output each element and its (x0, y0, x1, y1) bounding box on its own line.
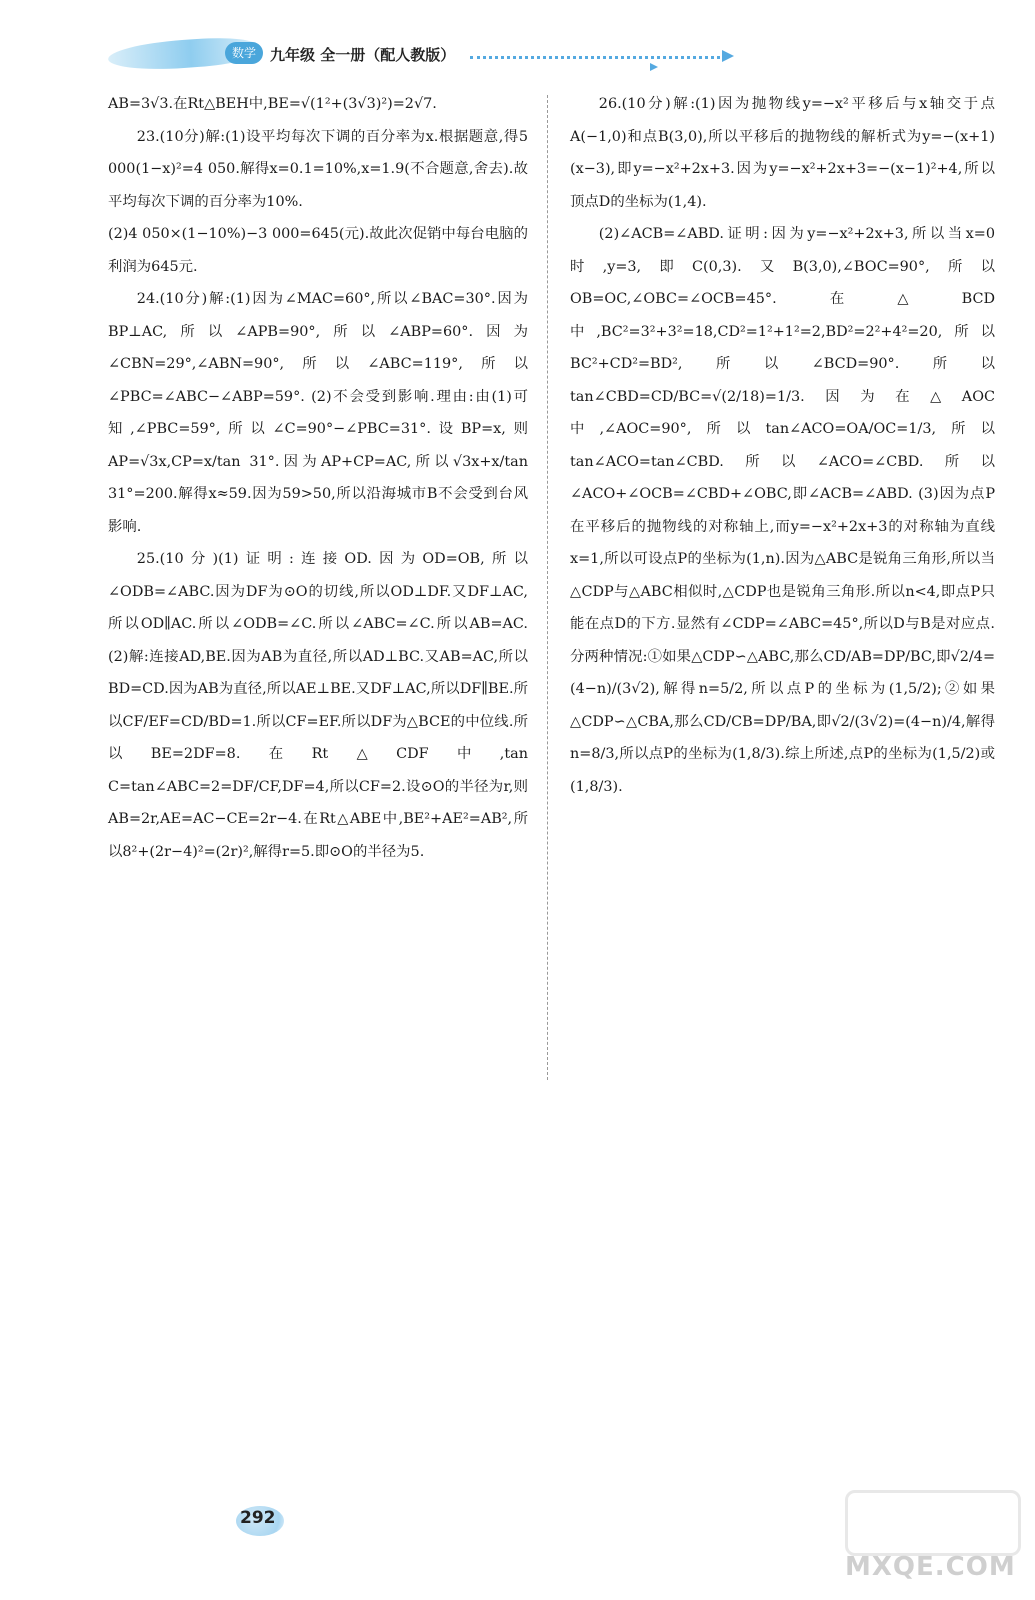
answer-25: 25.(10分)(1)证明:连接OD.因为OD=OB,所以∠ODB=∠ABC.因为DF为⊙O的切线,所以OD⊥DF.又DF⊥AC,所以OD∥AC.所以∠ODB=∠C.所以∠ABC=∠C.所以AB=AC. (2)解:连接AD,BE.因为AB为直径,所以AD⊥BC.又AB=AC,所以BD=CD.因为AB为直径,所以AE⊥BE.又DF⊥AC,所以DF∥BE.所以CF/EF=CD/BD=1.所以CF=EF.所以DF为△BCE的中位线.所以BE=2DF=8.在Rt△CDF中,tan C=tan∠ABC=2=DF/CF,DF=4,所以CF=2.设⊙O的半径为r,则AB=2r,AE=AC−CE=2r−4.在Rt△ABE中,BE²+AE²=AB²,所以8²+(2r−4)²=(2r)²,解得r=5.即⊙O的半径为5. (108, 551, 528, 860)
column-divider (547, 95, 548, 1080)
arrow-right-icon (722, 50, 734, 62)
right-column (570, 88, 995, 803)
answer-26-part2-3: (2)∠ACB=∠ABD.证明:因为y=−x²+2x+3,所以当x=0时,y=3,即C(0,3).又B(3,0),∠BOC=90°,所以OB=OC,∠OBC=∠OCB=45°.在△BCD中,BC²=3²+3²=18,CD²=1²+1²=2,BD²=2²+4²=20,所以BC²+CD²=BD²,所以∠BCD=90°.所以tan∠CBD=CD/BC=√(2/18)=1/3.因为在△AOC中,∠AOC=90°,所以tan∠ACO=OA/OC=1/3,所以tan∠ACO=tan∠CBD.所以∠ACO=∠CBD.所以∠ACO+∠OCB=∠CBD+∠OBC,即∠ACB=∠ABD. (3)因为点P在平移后的抛物线的对称轴上,而y=−x²+2x+3的对称轴为直线x=1,所以可设点P的坐标为(1,n).因为△ABC是锐角三角形,所以当△CDP与△ABC相似时,△CDP也是锐角三角形.所以n<4,即点P只能在点D的下方.显然有∠CDP=∠ABC=45°,所以D与B是对应点.分两种情况:①如果△CDP∽△ABC,那么CD/AB=DP/BC,即√2/4=(4−n)/(3√2),解得n=5/2,所以点P的坐标为(1,5/2);②如果△CDP∽△CBA,那么CD/CB=DP/BA,即√2/(3√2)=(4−n)/4,解得n=8/3,所以点P的坐标为(1,8/3).综上所述,点P的坐标为(1,5/2)或(1,8/3). (570, 226, 995, 795)
page-number-badge (236, 1500, 296, 1540)
answer-22-tail: AB=3√3.在Rt△BEH中,BE=√(1²+(3√3)²)=2√7. (108, 96, 437, 112)
header-dotted-line (470, 56, 720, 59)
answer-24: 24.(10分)解:(1)因为∠MAC=60°,所以∠BAC=30°.因为BP⊥AC,所以∠APB=90°,所以∠ABP=60°.因为∠CBN=29°,∠ABN=90°,所以∠ABC=119°,所以∠PBC=∠ABC−∠ABP=59°. (2)不会受到影响.理由:由(1)可知,∠PBC=59°,所以∠C=90°−∠PBC=31°.设BP=x,则AP=√3x,CP=x/tan 31°.因为AP+CP=AC,所以√3x+x/tan 31°=200.解得x≈59.因为59>50,所以沿海城市B不会受到台风影响. (108, 291, 528, 535)
arrow-small-icon (650, 63, 658, 71)
watermark (845, 1490, 1015, 1590)
watermark-logo-icon (845, 1490, 1021, 1556)
page-header (0, 0, 1035, 80)
watermark-text: MXQE.COM (845, 1552, 1016, 1582)
page-number: 292 (240, 1508, 276, 1528)
answer-23-part2: (2)4 050×(1−10%)−3 000=645(元).故此次促销中每台电脑的利润为645元. (108, 226, 528, 275)
subject-badge: 数学 (225, 42, 263, 64)
book-title: 九年级 全一册（配人教版） (270, 46, 456, 64)
answer-26-part1: 26.(10分)解:(1)因为抛物线y=−x²平移后与x轴交于点A(−1,0)和点B(3,0),所以平移后的抛物线的解析式为y=−(x+1)(x−3),即y=−x²+2x+3.因为y=−x²+2x+3=−(x−1)²+4,所以顶点D的坐标为(1,4). (570, 96, 995, 210)
left-column (108, 88, 528, 868)
answer-23-part1: 23.(10分)解:(1)设平均每次下调的百分率为x.根据题意,得5 000(1−x)²=4 050.解得x=0.1=10%,x=1.9(不合题意,舍去).故平均每次下调的百分率为10%. (108, 128, 528, 210)
